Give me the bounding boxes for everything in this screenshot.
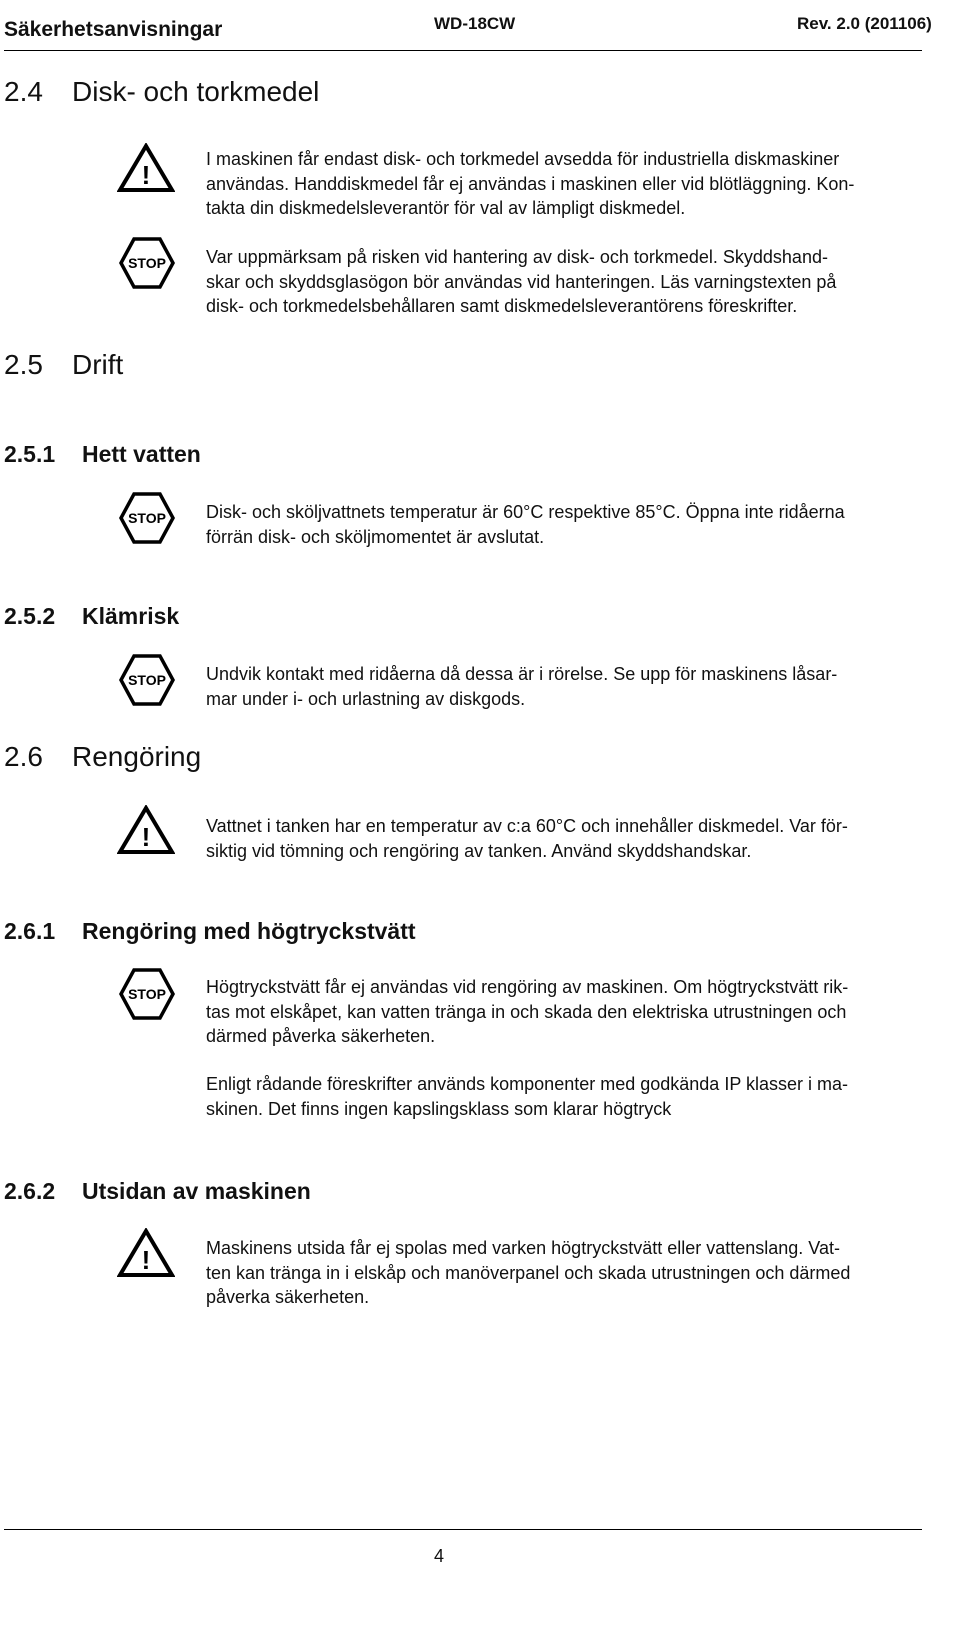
warning-glyph: ! bbox=[141, 1245, 151, 1275]
notice-line: därmed påverka säkerheten. bbox=[206, 1026, 436, 1047]
section-number: 2.5.2 bbox=[4, 603, 56, 629]
warning-triangle-icon bbox=[117, 1228, 175, 1283]
notice-detergent-use bbox=[206, 147, 926, 221]
notice-hot-water bbox=[206, 500, 926, 549]
section-number: 2.6.2 bbox=[4, 1178, 56, 1204]
notice-line: ten kan tränga in i elskåp och manöverpanel och skada utrustningen och därmed bbox=[206, 1262, 851, 1283]
notice-line: Maskinens utsida får ej spolas med varken högtryckstvätt eller vattenslang. Vat- bbox=[206, 1238, 840, 1258]
warning-glyph: ! bbox=[141, 822, 151, 852]
stop-label: STOP bbox=[128, 510, 166, 526]
section-number: 2.5.1 bbox=[4, 441, 56, 467]
notice-line: påverka säkerheten. bbox=[206, 1287, 370, 1308]
notice-line: förrän disk- och sköljmomentet är avslutat. bbox=[206, 526, 545, 547]
notice-detergent-handling bbox=[206, 245, 926, 319]
notice-tank-water bbox=[206, 814, 926, 863]
stop-label: STOP bbox=[128, 986, 166, 1002]
section-heading-2-5 bbox=[4, 349, 123, 381]
section-title: Klämrisk bbox=[82, 603, 180, 629]
stop-sign-icon bbox=[119, 968, 175, 1025]
header-section-title: Säkerhetsanvisningar bbox=[4, 18, 223, 41]
notice-line: skar och skyddsglasögon bör användas vid hanteringen. Läs varningstexten på bbox=[206, 271, 837, 292]
notice-line: Högtryckstvätt får ej användas vid rengöring av maskinen. Om högtryckstvätt rik- bbox=[206, 977, 849, 997]
notice-exterior bbox=[206, 1236, 926, 1310]
notice-line: Var uppmärksam på risken vid hantering av disk- och torkmedel. Skyddshand- bbox=[206, 247, 828, 267]
section-heading-2-6-1 bbox=[4, 918, 416, 945]
section-number: 2.6.1 bbox=[4, 918, 56, 944]
notice-line: Enligt rådande föreskrifter används komponenter med godkända IP klasser i ma- bbox=[206, 1074, 849, 1094]
notice-line: tas mot elskåpet, kan vatten tränga in och skada den elektriska utrustningen och bbox=[206, 1001, 847, 1022]
notice-pressure-washer bbox=[206, 975, 926, 1049]
warning-triangle-icon bbox=[117, 143, 175, 198]
notice-line: disk- och torkmedelsbehållaren samt diskmedelsleverantörens föreskrifter. bbox=[206, 296, 798, 317]
notice-ip-class bbox=[206, 1072, 926, 1121]
notice-line: I maskinen får endast disk- och torkmedel avsedda för industriella diskmaskiner bbox=[206, 149, 840, 169]
header-revision: Rev. 2.0 (201106) bbox=[797, 14, 932, 33]
section-title: Disk- och torkmedel bbox=[72, 76, 320, 107]
section-title: Hett vatten bbox=[82, 441, 201, 467]
footer-rule bbox=[4, 1529, 922, 1530]
notice-pinch-risk bbox=[206, 662, 926, 711]
section-number: 2.6 bbox=[4, 741, 43, 772]
section-heading-2-5-1 bbox=[4, 441, 201, 468]
section-title: Rengöring med högtryckstvätt bbox=[82, 918, 416, 944]
section-title: Rengöring bbox=[72, 741, 202, 772]
section-heading-2-4 bbox=[4, 76, 319, 108]
notice-line: skinen. Det finns ingen kapslingsklass som klarar högtryck bbox=[206, 1098, 672, 1119]
section-title: Utsidan av maskinen bbox=[82, 1178, 311, 1204]
section-heading-2-5-2 bbox=[4, 603, 179, 630]
warning-triangle-icon bbox=[117, 805, 175, 860]
section-heading-2-6 bbox=[4, 741, 201, 773]
notice-line: Undvik kontakt med ridåerna då dessa är i rörelse. Se upp för maskinens låsar- bbox=[206, 664, 838, 684]
section-number: 2.4 bbox=[4, 76, 43, 107]
notice-line: takta din diskmedelsleverantör för val av lämpligt diskmedel. bbox=[206, 198, 686, 219]
stop-label: STOP bbox=[128, 255, 166, 271]
notice-line: Disk- och sköljvattnets temperatur är 60°C respektive 85°C. Öppna inte ridåerna bbox=[206, 502, 845, 522]
header-rule bbox=[4, 50, 922, 51]
notice-line: Vattnet i tanken har en temperatur av c:a 60°C och innehåller diskmedel. Var för- bbox=[206, 816, 848, 836]
warning-glyph: ! bbox=[141, 160, 151, 190]
header-model: WD-18CW bbox=[434, 14, 516, 33]
page-number: 4 bbox=[434, 1546, 445, 1566]
stop-sign-icon bbox=[119, 654, 175, 711]
section-title: Drift bbox=[72, 349, 124, 380]
stop-sign-icon bbox=[119, 492, 175, 549]
stop-sign-icon bbox=[119, 237, 175, 294]
notice-line: användas. Handdiskmedel får ej användas i maskinen eller vid blötläggning. Kon- bbox=[206, 173, 855, 194]
section-number: 2.5 bbox=[4, 349, 43, 380]
section-heading-2-6-2 bbox=[4, 1178, 311, 1205]
stop-label: STOP bbox=[128, 672, 166, 688]
notice-line: mar under i- och urlastning av diskgods. bbox=[206, 688, 526, 709]
notice-line: siktig vid tömning och rengöring av tanken. Använd skyddshandskar. bbox=[206, 840, 752, 861]
